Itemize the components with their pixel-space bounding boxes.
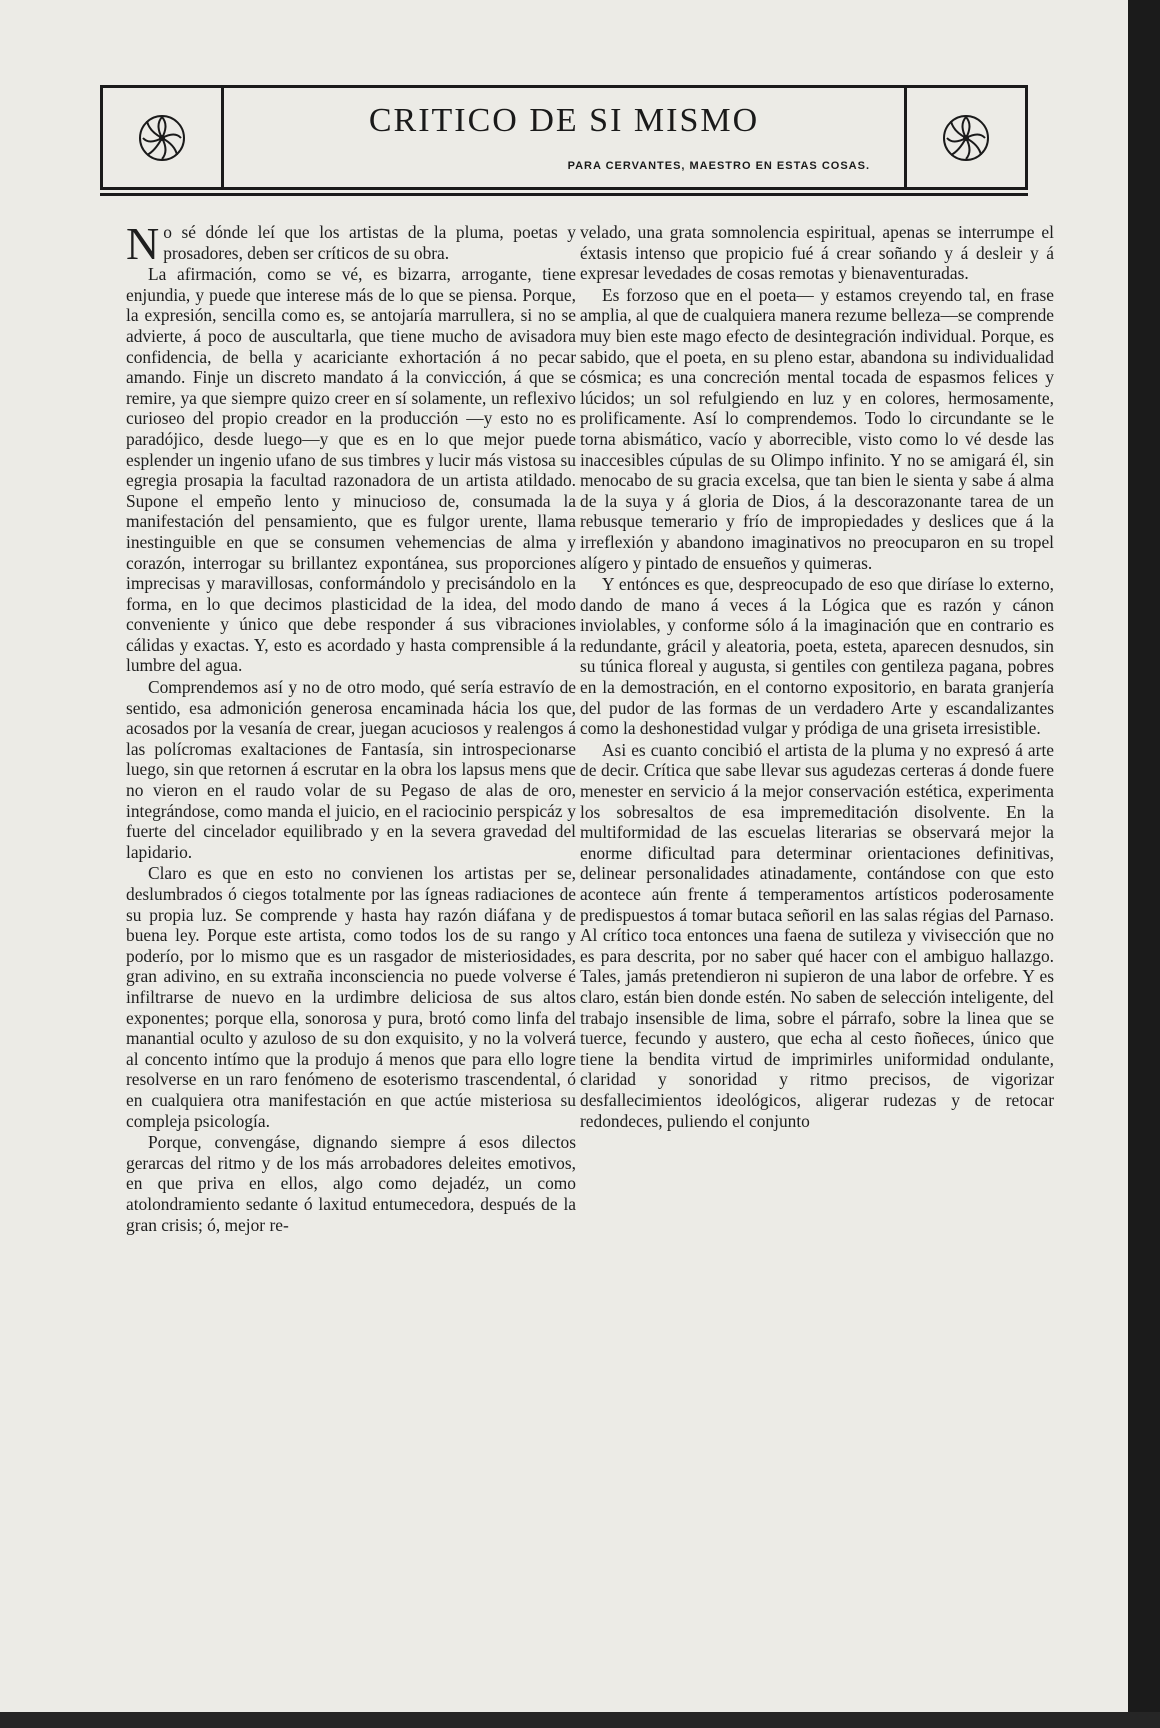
paragraph: Comprendemos así y no de otro modo, qué sería estravío de sentido, esa admonición generosa encaminada hácia los que, acosados por la vesanía de crear, juegan acuciosos y realengos á las polícromas exaltaciones de Fantasía, sin introspecionarse luego, sin que retornen á escrutar en la obra los lapsus mens que no vieron en el raudo volar de su Pegaso de alas de oro, integrándose, como manda el juicio, en el raciocinio perspicáz y fuerte del cincelador equilibrado y en la severa gravedad del lapidario. bbox=[126, 677, 576, 862]
pinwheel-rosette-icon bbox=[137, 113, 187, 163]
scan-edge-right bbox=[1128, 0, 1160, 1728]
paragraph: Es forzoso que en el poeta— y estamos creyendo tal, en frase amplia, al que de cualquiera manera rezume belleza—se comprende muy bien este mago efecto de desintegración individual. Porque, es sabido, que el poeta, en su pleno estar, abandona su individualidad cósmica; es una concreción mental tocada de espasmos felices y lúcidos; un sol refulgiendo en luz y en colores, hermosamente, prolificamente. Así lo comprendemos. Todo lo circundante se le torna abismático, vacío y aborrecible, visto como lo vé desde las inaccesibles cúpulas de su Olimpo infinito. Y no se amigará él, sin menocabo de su gracia excelsa, que tan bien le sienta y sabe á alma de la suya y á gloria de Dios, á la descorazonante tarea de un rebusque temerario y frío de impropiedades y deslices que á la irreflexión y abandono imaginativos no preocuparon en su tropel alígero y pintado de ensueños y quimeras. bbox=[580, 284, 1054, 573]
article-title: CRITICO DE SI MISMO bbox=[368, 102, 760, 139]
paragraph: La afirmación, como se vé, es bizarra, arrogante, tiene enjundia, y puede que interese más de lo que se piensa. Porque, la expresión, sencilla como es, se antojaría marrullera, si no se advierte, á poco de auscultarla, que tiene mucho de avisadora confidencia, de bella y acariciante exhortación á no pecar amando. Finje un discreto mandato á la convicción, á que se remire, ya que siempre quizo creer en sí solamente, un reflexivo curioseo del propio creador en la producción —y esto no es paradójico, desde luego—y que es en lo que mejor puede esplender un ingenio ufano de sus timbres y lucir más vistosa su egregia prosapia la facultad razonadora de un artista atildado. Supone el empeño lento y minucioso de, consumada la manifestación del pensamiento, que es fulgor urente, llama inestinguible en que se consumen vehemencias de alma y corazón, interrogar su brillantez expontánea, sus proporciones imprecisas y maravillosas, conformándolo y precisándolo en la forma, en lo que decimos plasticidad de la idea, del modo conveniente y único que debe responder á sus vibraciones cálidas y exactas. Y, esto es acordado y hasta comprensible á la lumbre del agua. bbox=[126, 264, 576, 676]
header-left-ornament-box bbox=[103, 88, 224, 187]
paragraph: velado, una grata somnolencia espiritual, apenas se interrumpe el éxtasis intenso que propicio fué á crear soñando y á desleir y á expresar levedades de cosas remotas y bienaventuradas. bbox=[580, 222, 1054, 284]
paragraph: Porque, convengáse, dignando siempre á esos dilectos gerarcas del ritmo y de los más arrobadores deleites emotivos, en que priva en ellos, algo como dejadéz, un como atolondramiento sedante ó laxitud entumecedora, después de la gran crisis; ó, mejor re- bbox=[126, 1132, 576, 1235]
header-right-ornament-box bbox=[904, 88, 1025, 187]
paragraph: Y entónces es que, despreocupado de eso que diríase lo externo, dando de mano á veces á la Lógica que es razón y cánon inviolables, y conforme sólo á la imaginación que en contrario es redundante, grácil y aleatoria, poeta, esteta, aparecen desnudos, sin su túnica floreal y augusta, si gentiles con gentileza pagana, pobres en la demostración, en el contorno expositorio, en barata granjería del pudor de las formas de un verdadero Arte y escandalizantes como la deshonestidad vulgar y pródiga de una griseta irresistible. bbox=[580, 574, 1054, 739]
article-header bbox=[100, 85, 1028, 190]
right-column bbox=[580, 222, 1054, 1642]
drop-cap: N bbox=[126, 218, 160, 269]
paragraph: Claro es que en esto no convienen los artistas per se, deslumbrados ó ciegos totalmente por las ígneas radiaciones de su propia luz. Se comprende y hasta hay razón diáfana y de buena ley. Porque este artista, como todos los de su rango y poderío, por lo mismo que es un rasgador de misteriosidades, gran adivino, en su extraña inconsciencia no puede volverse é infiltrarse de nuevo en la urdimbre deliciosa de sus altos exponentes; porque ella, sonorosa y pura, brotó como linfa del manantial oculto y azuloso de su don exquisito, y no la volverá al concento intímo que la produjo á menos que para ello logre resolverse en un raro fenómeno de esoterismo trascendental, ó en cualquiera otra manifestación en que actúe misteriosa su compleja psicología. bbox=[126, 863, 576, 1131]
paragraph: Asi es cuanto concibió el artista de la pluma y no expresó á arte de decir. Crítica que sabe llevar sus agudezas certeras á donde fuere menester en servicio á la mejor conservación estética, experimenta los sobresaltos de esa impremeditación disolvente. En la multiformidad de las escuelas literarias se observará mejor la enorme dificultad para determinar orientaciones definitivas, delinear personalidades atinadamente, contándose con que esto acontece aún frente á temperamentos artísticos poderosamente predispuestos á tomar butaca señoril en las salas régias del Parnaso. Al crítico toca entonces una faena de sutileza y vivisección que no es para descrita, por no saber qué hacer con el ambiguo hallazgo. Tales, jamás pretendieron ni supieron de una labor de orfebre. Y es claro, están bien donde estén. No saben de selección inteligente, del trabajo insensible de lima, sobre el párrafo, sobre la linea que se tuerce, fecundo y austero, que echa al cesto ñoñeces, único que tiene la bendita virtud de imprimirles uniformidad ondulante, claridad y sonoridad y ritmo precisos, de vigorizar desfallecimientos ideológicos, aligerar rudezas y de retocar redondeces, puliendo el conjunto bbox=[580, 739, 1054, 1131]
paragraph bbox=[126, 218, 576, 269]
paragraph-text: o sé dónde leí que los artistas de la pluma, poetas y prosadores, deben ser críticos de su obra. bbox=[163, 222, 576, 263]
article-subtitle: PARA CERVANTES, MAESTRO EN ESTAS COSAS. bbox=[567, 160, 870, 172]
scan-edge-bottom bbox=[0, 1712, 1160, 1728]
article-body bbox=[126, 218, 1054, 1642]
left-column bbox=[126, 218, 576, 1642]
pinwheel-rosette-icon bbox=[941, 113, 991, 163]
header-bottom-rule bbox=[100, 193, 1028, 196]
